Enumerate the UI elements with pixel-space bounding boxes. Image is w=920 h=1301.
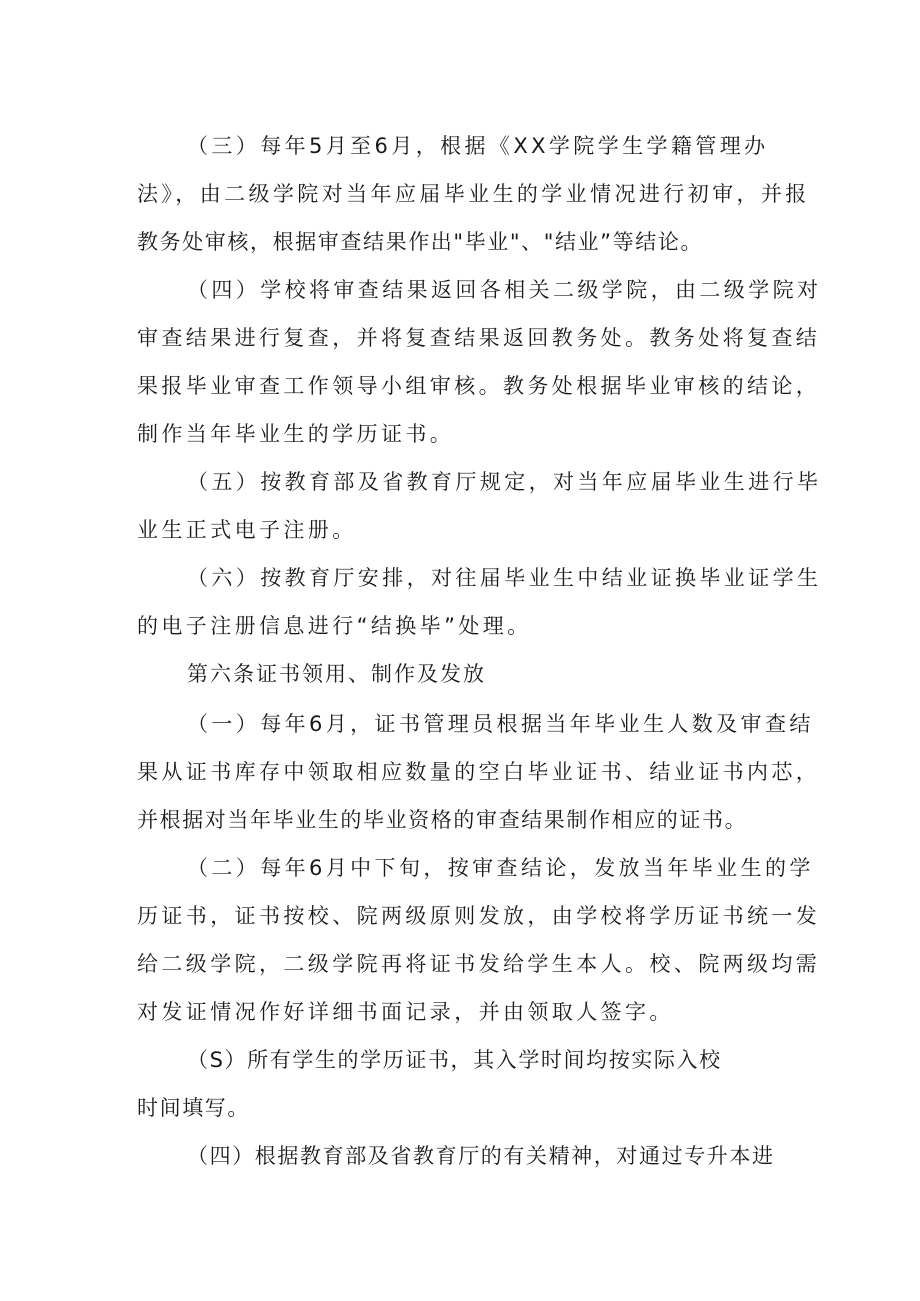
article-heading: 第六条证书领用、制作及发放 bbox=[187, 662, 486, 686]
paragraph-line: 历证书，证书按校、院两级原则发放，由学校将学历证书统一发 bbox=[137, 904, 821, 928]
paragraph-line: （四）根据教育部及省教育厅的有关精神，对通过专升本进 bbox=[187, 1144, 775, 1168]
paragraph-line: 时间填写。 bbox=[137, 1096, 250, 1120]
paragraph-line: （二）每年6月中下旬，按审查结论，发放当年毕业生的学 bbox=[187, 856, 814, 880]
paragraph-line: （S）所有学生的学历证书，其入学时间均按实际入校 bbox=[187, 1048, 722, 1072]
paragraph-line: 给二级学院，二级学院再将证书发给学生本人。校、院两级均需 bbox=[137, 952, 821, 976]
paragraph-line: 审查结果进行复查，并将复查结果返回教务处。教务处将复查结 bbox=[137, 326, 821, 350]
paragraph-line: 对发证情况作好详细书面记录，并由领取人签字。 bbox=[137, 1000, 674, 1024]
paragraph-line: （五）按教育部及省教育厅规定，对当年应届毕业生进行毕 bbox=[187, 470, 822, 494]
paragraph-line: （四）学校将审查结果返回各相关二级学院，由二级学院对 bbox=[187, 278, 822, 302]
paragraph-line: 业生正式电子注册。 bbox=[137, 518, 357, 542]
paragraph-line: 法》，由二级学院对当年应届毕业生的学业情况进行初审，并报 bbox=[137, 182, 810, 206]
paragraph-line: 并根据对当年毕业生的毕业资格的审查结果制作相应的证书。 bbox=[137, 808, 748, 832]
paragraph-line: 的电子注册信息进行“结换毕”处理。 bbox=[137, 614, 532, 638]
paragraph-line: 教务处审核，根据审查结果作出"毕业"、"结业”等结论。 bbox=[137, 230, 704, 254]
paragraph-line: 果报毕业审查工作领导小组审核。教务处根据毕业审核的结论， bbox=[137, 374, 821, 398]
paragraph-line: 制作当年毕业生的学历证书。 bbox=[137, 422, 455, 446]
paragraph-line: 果从证书库存中领取相应数量的空白毕业证书、结业证书内芯， bbox=[137, 760, 821, 784]
paragraph-line: （六）按教育厅安排，对往届毕业生中结业证换毕业证学生 bbox=[187, 566, 822, 590]
paragraph-line: （三）每年5月至6月，根据《XX学院学生学籍管理办 bbox=[187, 134, 769, 158]
paragraph-line: （一）每年6月，证书管理员根据当年毕业生人数及审查结 bbox=[187, 712, 814, 736]
